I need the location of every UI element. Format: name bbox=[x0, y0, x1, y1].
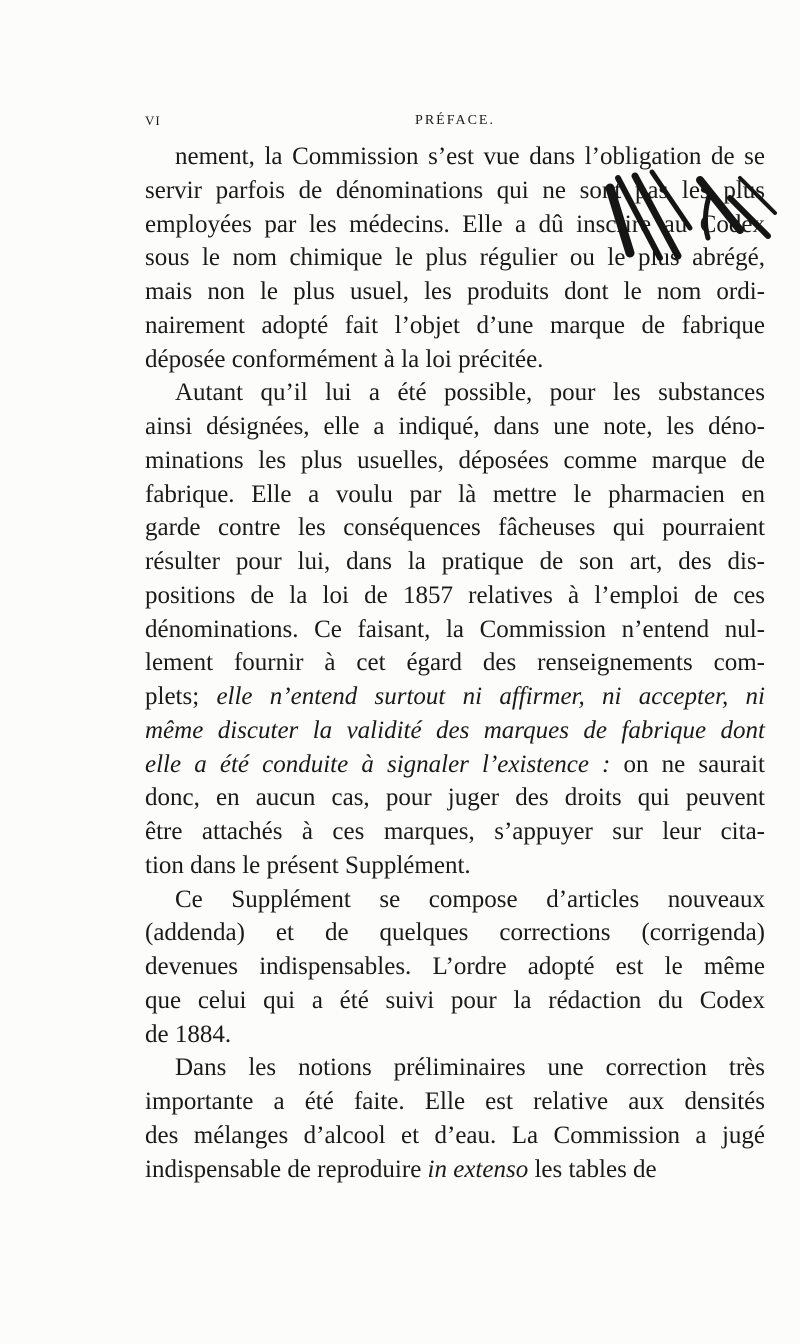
text-line bbox=[145, 883, 765, 917]
text-run: minations les plus usuelles, déposées comme marque de bbox=[145, 446, 765, 474]
text-run: les tables de bbox=[528, 1155, 657, 1183]
text-run: sous le nom chimique le plus régulier ou le plus abrégé, bbox=[145, 244, 765, 272]
text-run: Dans les notions préliminaires une correction très bbox=[175, 1054, 765, 1082]
italic-text: in extenso bbox=[427, 1155, 529, 1183]
text-run: de 1884. bbox=[145, 1020, 232, 1048]
text-run: nement, la Commission s’est vue dans l’obligation de se bbox=[175, 143, 765, 170]
text-run: fabrique. Elle a voulu par là mettre le pharmacien en bbox=[145, 480, 765, 508]
text-line bbox=[145, 1085, 765, 1119]
text-run: donc, en aucun cas, pour juger des droits qui peuvent bbox=[145, 784, 765, 812]
text-run: importante a été faite. Elle est relative aux densités bbox=[145, 1088, 765, 1115]
text-line bbox=[145, 309, 765, 343]
paragraph bbox=[145, 1051, 765, 1186]
text-run: déposée conformément à la loi précitée. bbox=[145, 345, 544, 373]
text-run: Autant qu’il lui a été possible, pour les substances bbox=[175, 379, 765, 407]
text-line bbox=[145, 545, 765, 579]
text-run: positions de la loi de 1857 relatives à l’emploi de ces bbox=[145, 581, 765, 609]
italic-text: même discuter la validité des marques de fabrique dont bbox=[145, 716, 765, 744]
text-run: employées par les médecins. Elle a dû inscrire au Codex bbox=[145, 210, 765, 238]
text-run: que celui qui a été suivi pour la rédaction du Codex bbox=[145, 986, 765, 1014]
text-run: devenues indispensables. L’ordre adopté est le même bbox=[145, 953, 765, 980]
running-head bbox=[145, 113, 765, 133]
text-line bbox=[145, 916, 765, 950]
text-line bbox=[145, 1018, 765, 1052]
text-run: garde contre les conséquences fâcheuses qui pourraient bbox=[145, 514, 765, 542]
text-line bbox=[145, 781, 765, 815]
text-run: des mélanges d’alcool et d’eau. La Commission a jugé bbox=[145, 1121, 765, 1149]
text-line bbox=[145, 815, 765, 849]
text-line bbox=[145, 1119, 765, 1153]
text-run: dénominations. Ce faisant, la Commission n’entend nul- bbox=[145, 615, 765, 643]
italic-text: elle n’entend surtout ni affirmer, ni accepter, ni bbox=[216, 683, 765, 710]
text-line bbox=[145, 613, 765, 647]
text-line bbox=[145, 241, 765, 275]
paragraph bbox=[145, 376, 765, 882]
text-line bbox=[145, 410, 765, 444]
text-line bbox=[145, 444, 765, 478]
text-line bbox=[145, 208, 765, 242]
text-line bbox=[145, 275, 765, 309]
text-run: ainsi désignées, elle a indiqué, dans une note, les déno- bbox=[145, 413, 765, 440]
text-line bbox=[145, 849, 765, 883]
text-line bbox=[145, 511, 765, 545]
text-run: mais non le plus usuel, les produits dont le nom ordi- bbox=[145, 278, 765, 305]
text-line bbox=[145, 748, 765, 782]
text-line bbox=[145, 950, 765, 984]
text-line bbox=[145, 1051, 765, 1085]
text-run: Ce Supplément se compose d’articles nouveaux bbox=[175, 885, 765, 913]
text-run: indispensable de reproduire bbox=[145, 1155, 428, 1183]
text-line bbox=[145, 343, 765, 377]
text-run: être attachés à ces marques, s’appuyer sur leur cita- bbox=[145, 818, 765, 845]
text-line bbox=[145, 376, 765, 410]
text-line bbox=[145, 646, 765, 680]
text-run: servir parfois de dénominations qui ne sont pas les plus bbox=[145, 176, 765, 204]
text-line bbox=[145, 984, 765, 1018]
text-line bbox=[145, 579, 765, 613]
text-run: nairement adopté fait l’objet d’une marque de fabrique bbox=[145, 311, 765, 339]
text-line bbox=[145, 714, 765, 748]
text-line bbox=[145, 174, 765, 208]
paragraph bbox=[145, 140, 765, 376]
paragraph bbox=[145, 883, 765, 1052]
text-line bbox=[145, 140, 765, 174]
text-run: tion dans le présent Supplément. bbox=[145, 851, 471, 879]
running-title: PRÉFACE. bbox=[415, 113, 495, 128]
text-line bbox=[145, 680, 765, 714]
text-run: (addenda) et de quelques corrections (corrigenda) bbox=[145, 919, 765, 947]
text-run: lement fournir à cet égard des renseignements com- bbox=[145, 649, 765, 677]
text-run: on ne saurait bbox=[610, 750, 766, 778]
body-text bbox=[145, 140, 765, 1186]
italic-text: elle a été conduite à signaler l’existence : bbox=[145, 750, 611, 778]
text-line bbox=[145, 1153, 765, 1187]
text-line bbox=[145, 478, 765, 512]
page-number: VI bbox=[145, 113, 161, 128]
text-run: résulter pour lui, dans la pratique de son art, des dis- bbox=[145, 548, 765, 575]
text-run: plets; bbox=[145, 683, 217, 710]
